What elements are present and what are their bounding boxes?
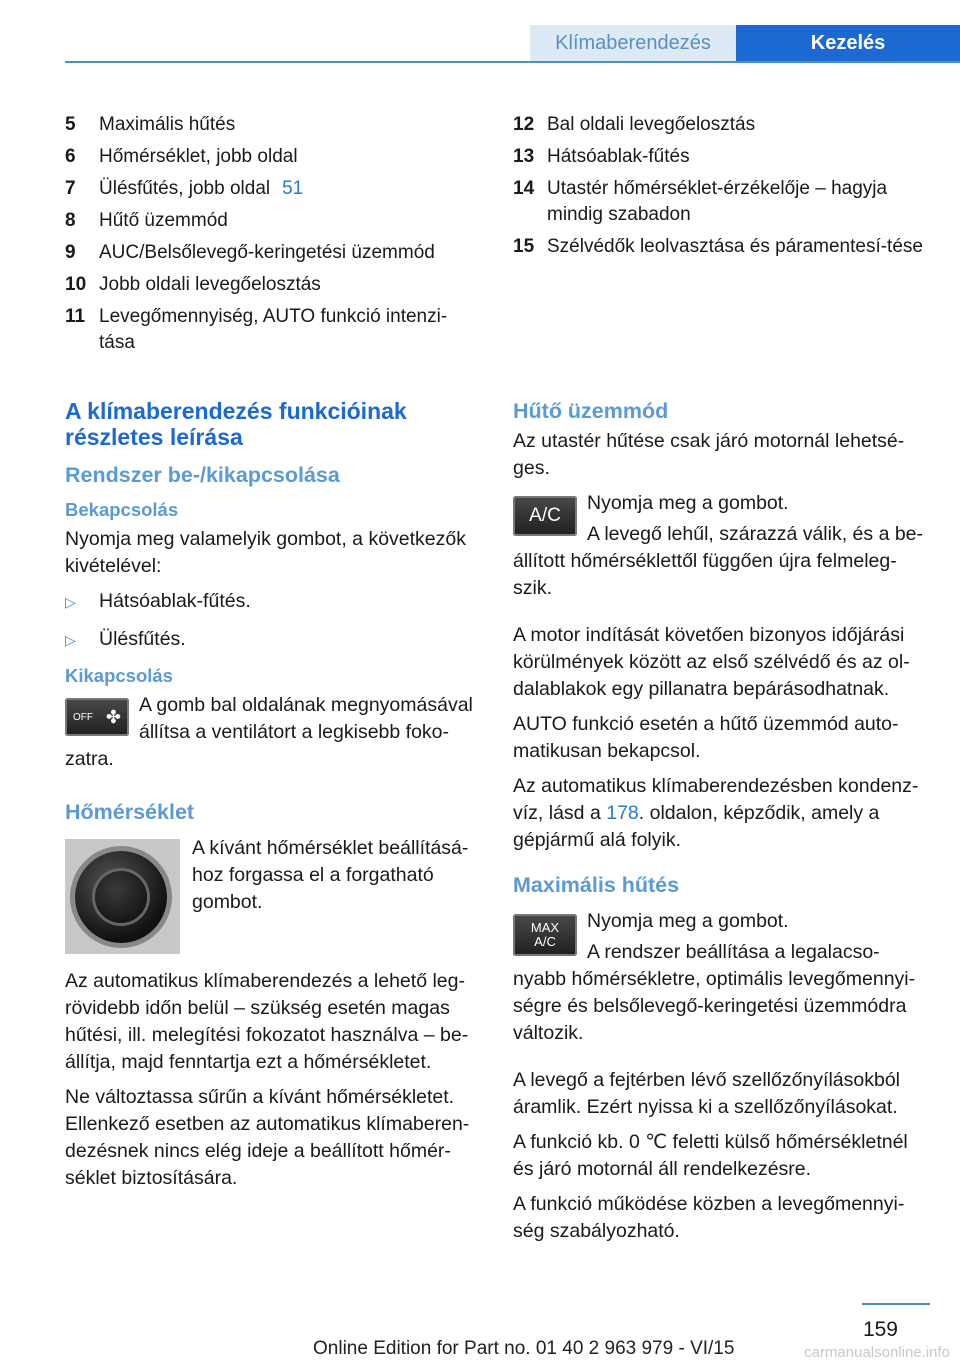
fan-off-button-image bbox=[65, 698, 129, 736]
legend-number: 13 bbox=[513, 146, 535, 167]
legend-number: 11 bbox=[65, 306, 86, 327]
footer-rule bbox=[862, 1303, 930, 1305]
legend-text: Szélvédők leolvasztása és páramentesí-tése bbox=[547, 236, 923, 257]
legend-item bbox=[65, 208, 478, 234]
legend-item bbox=[65, 144, 478, 170]
max-label: MAX bbox=[530, 920, 560, 935]
watermark: carmanualsonline.info bbox=[804, 1344, 950, 1361]
press-button-text-2: Nyomja meg a gombot. bbox=[587, 910, 789, 932]
page-reference-link[interactable]: 178 bbox=[606, 802, 639, 824]
heading-max-cooling: Maximális hűtés bbox=[513, 873, 680, 897]
heading-switch-on: Bekapcsolás bbox=[65, 499, 179, 520]
cooling-effect-text: A levegő lehűl, szárazzá válik, és a be-állított hőmérséklettől függően újra felmeleg-szik. bbox=[513, 523, 924, 599]
max-paragraph-2: A funkció kb. 0 ℃ feletti külső hőmérsékletnél és járó motornál áll rendelkezésre. bbox=[513, 1131, 908, 1180]
max-paragraph-3: A funkció működése közben a levegőmennyi-ség szabályozható. bbox=[513, 1193, 905, 1242]
max-effect-text: A rendszer beállítása a legalacso-nyabb hőmérsékletre, optimális levegőmennyi-ségre és belsőlevegő-keringetési üzemmódra változik. bbox=[513, 941, 916, 1044]
header-section-tab: Klímaberendezés bbox=[530, 25, 736, 61]
legend-text: Bal oldali levegőelosztás bbox=[547, 114, 756, 135]
legend-list-left bbox=[65, 112, 478, 362]
legend-text: Utastér hőmérséklet-érzékelője – hagyja mindig szabadon bbox=[547, 178, 888, 225]
legend-item bbox=[65, 304, 478, 356]
switch-on-text: Nyomja meg valamelyik gombot, a következők kivételével: bbox=[65, 528, 466, 577]
legend-text: Hőmérséklet, jobb oldal bbox=[99, 146, 298, 167]
legend-number: 12 bbox=[513, 114, 535, 135]
cooling-paragraph-2: AUTO funkció esetén a hűtő üzemmód auto-matikusan bekapcsol. bbox=[513, 713, 899, 762]
triangle-bullet-icon: ▷ bbox=[65, 632, 76, 648]
legend-item bbox=[513, 112, 927, 138]
legend-item bbox=[513, 234, 927, 260]
legend-item bbox=[65, 176, 478, 202]
switch-off-text: A gomb bal oldalának megnyomásával állítsa a ventilátort a legkisebb foko-zatra. bbox=[65, 694, 473, 770]
page-number: 159 bbox=[862, 1318, 898, 1341]
temperature-text: A kívánt hőmérséklet beállításá-hoz forgassa el a forgatható gombot. bbox=[192, 837, 469, 913]
heading-temperature: Hőmérséklet bbox=[65, 800, 195, 824]
bullet-item: ▷ Hátsóablak-fűtés. bbox=[65, 588, 478, 616]
legend-number: 6 bbox=[65, 146, 76, 167]
legend-number: 14 bbox=[513, 178, 535, 199]
legend-item bbox=[513, 176, 927, 228]
section-heading-details: A klímaberendezés funkcióinak részletes leírása bbox=[65, 398, 407, 450]
legend-text: Hátsóablak-fűtés bbox=[547, 146, 690, 167]
page-reference-link[interactable]: 51 bbox=[282, 178, 304, 199]
right-column bbox=[513, 398, 927, 1253]
knob-outer-ring bbox=[75, 851, 167, 943]
legend-number: 10 bbox=[65, 274, 87, 295]
ac-button-image: A/C bbox=[513, 496, 577, 536]
legend-item bbox=[513, 144, 927, 170]
ac-label: A/C bbox=[534, 934, 556, 949]
rotary-knob-image bbox=[65, 839, 180, 954]
bullet-item: ▷ Ülésfűtés. bbox=[65, 626, 478, 654]
heading-system-toggle: Rendszer be-/kikapcsolása bbox=[65, 463, 340, 487]
cooling-intro: Az utastér hűtése csak járó motornál lehetsé-ges. bbox=[513, 430, 905, 479]
legend-number: 7 bbox=[65, 178, 76, 199]
press-button-text: Nyomja meg a gombot. bbox=[587, 492, 789, 514]
legend-number: 15 bbox=[513, 236, 535, 257]
cooling-paragraph-1: A motor indítását követően bizonyos időjárási körülmények között az első szélvédő és az ol-dalablakok egy pillanatra bepárásodhatnak. bbox=[513, 624, 910, 700]
legend-text: Levegőmennyiség, AUTO funkció intenzi-tása bbox=[99, 306, 448, 353]
legend-text: Hűtő üzemmód bbox=[99, 210, 228, 231]
temperature-paragraph-2: Ne változtassa sűrűn a kívánt hőmérsékletet. Ellenkező esetben az automatikus klímaberen-dezésnek nincs elég ideje a beállított hőmér-séklet biztosítására. bbox=[65, 1086, 470, 1189]
legend-number: 9 bbox=[65, 242, 76, 263]
left-column bbox=[65, 398, 478, 1200]
max-ac-button-image bbox=[513, 914, 577, 956]
legend-text: Ülésfűtés, jobb oldal bbox=[99, 178, 271, 199]
legend-item bbox=[65, 112, 478, 138]
edition-text: Online Edition for Part no. 01 40 2 963 979 - VI/15 bbox=[313, 1338, 735, 1359]
legend-number: 8 bbox=[65, 210, 76, 231]
legend-text: Jobb oldali levegőelosztás bbox=[99, 274, 321, 295]
heading-cooling-mode: Hűtő üzemmód bbox=[513, 399, 669, 423]
legend-item bbox=[65, 240, 478, 266]
legend-number: 5 bbox=[65, 114, 76, 135]
header-chapter-tab: Kezelés bbox=[736, 25, 960, 61]
cooling-paragraph-3: Az automatikus klímaberendezésben kondenz-víz, lásd a 178. oldalon, képződik, amely a gépjármű alá folyik. bbox=[513, 775, 919, 851]
legend-text: Maximális hűtés bbox=[99, 114, 236, 135]
fan-icon: ✤ bbox=[105, 706, 121, 727]
header-rule bbox=[65, 61, 960, 63]
off-label: OFF bbox=[73, 711, 93, 723]
max-paragraph-1: A levegő a fejtérben lévő szellőzőnyílásokból áramlik. Ezért nyissa ki a szellőzőnyílásokat. bbox=[513, 1069, 900, 1118]
temperature-paragraph-1: Az automatikus klímaberendezés a lehető leg-rövidebb időn belül – szükség esetén magas hűtési, ill. melegítési fokozatot használva – be-állítja, majd fenntartja ezt a hőmérsékletet. bbox=[65, 970, 469, 1073]
heading-switch-off: Kikapcsolás bbox=[65, 665, 173, 686]
legend-list-right bbox=[513, 112, 927, 266]
triangle-bullet-icon: ▷ bbox=[65, 594, 76, 610]
knob-center bbox=[95, 871, 147, 923]
legend-item bbox=[65, 272, 478, 298]
legend-text: AUC/Belsőlevegő-keringetési üzemmód bbox=[99, 242, 435, 263]
